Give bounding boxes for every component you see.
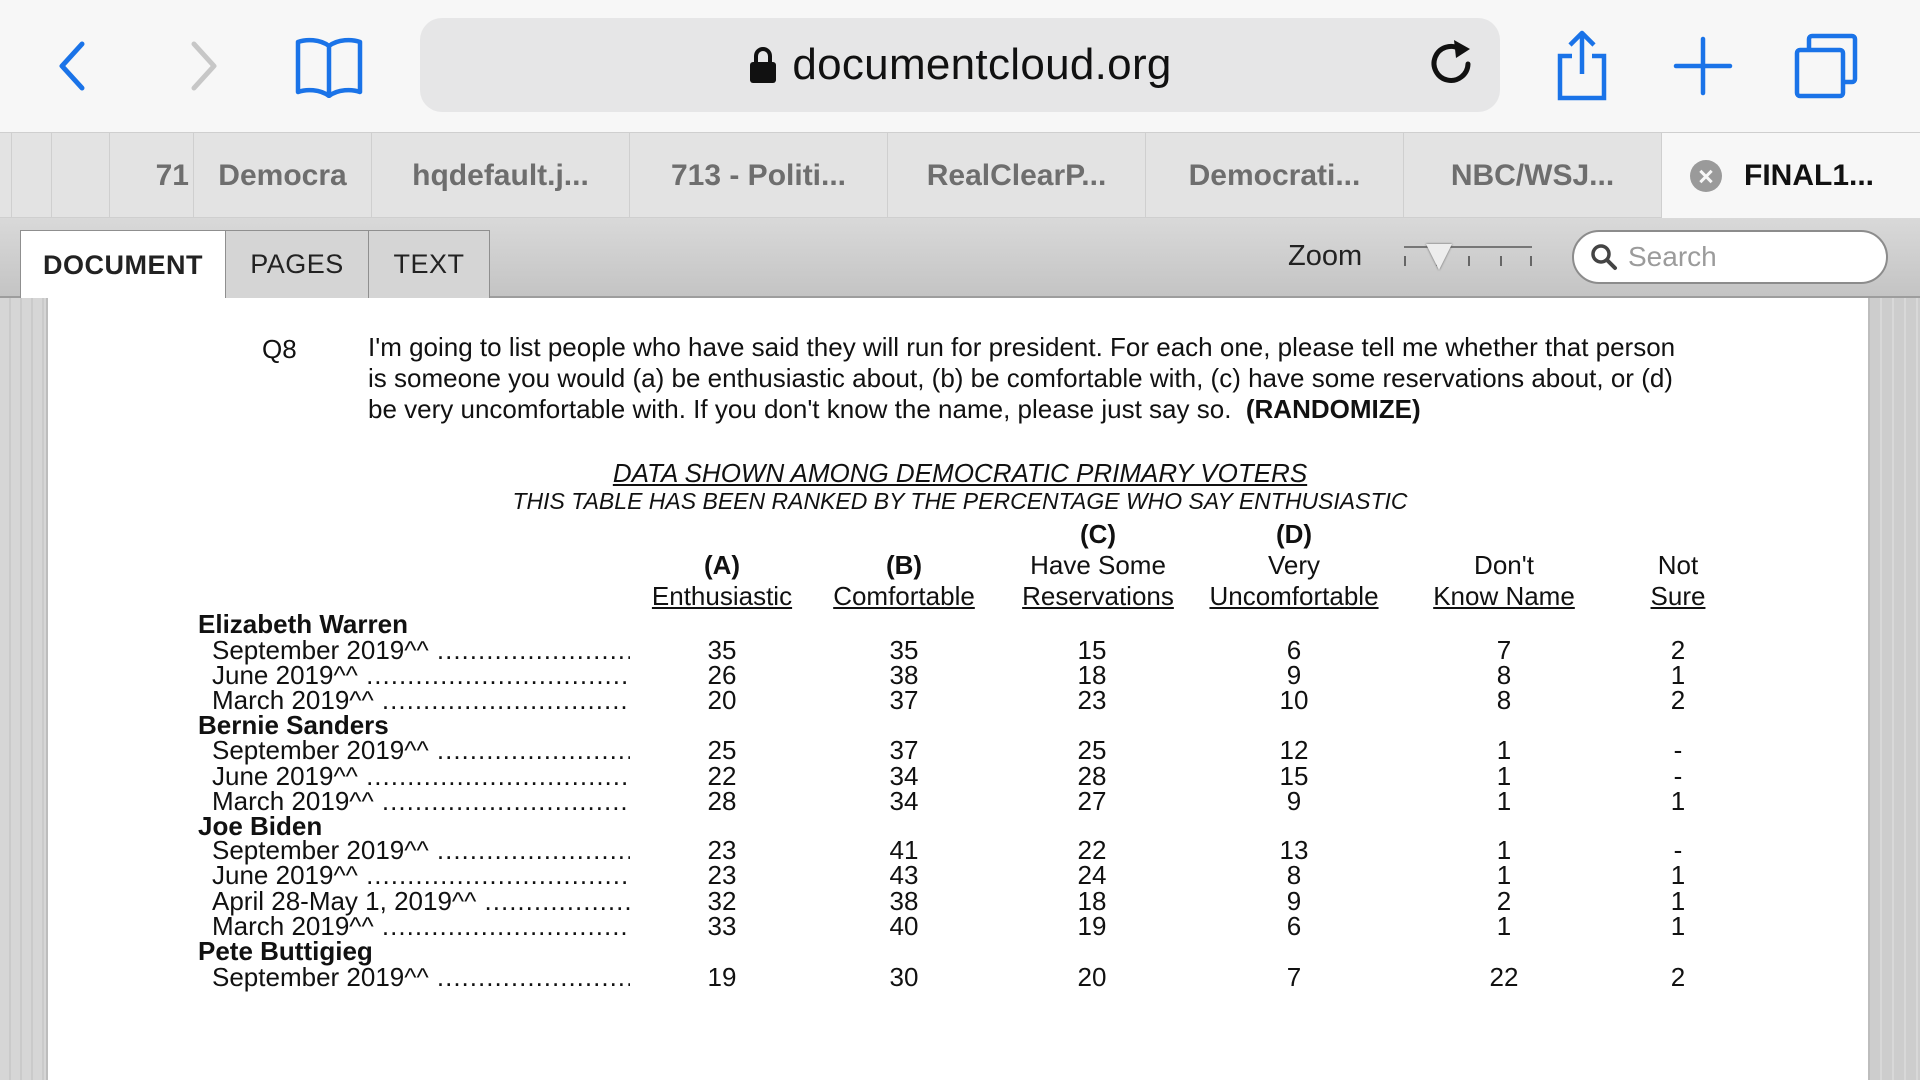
table-cell: 10 <box>1279 685 1309 715</box>
table-cell: 35 <box>889 635 919 665</box>
row-label: September 2019^^ ..... <box>212 735 630 766</box>
book-icon <box>294 34 364 98</box>
tabs-icon <box>1793 32 1861 100</box>
tab-label: RealClearP... <box>926 159 1107 192</box>
tab-label: hqdefault.j... <box>412 159 589 192</box>
table-cell: 19 <box>707 962 737 992</box>
table-cell: 1 <box>1496 835 1512 865</box>
table-cell: 1 <box>1670 660 1686 690</box>
question-body: I'm going to list people who have said they will run for president. For each one, please tell me whether that person is someone you would (a) be enthusiastic about, (b) be comfortable with, (c) have some reservations about, or (d) be very uncomfortable with. If you don't know the name, please just say so. <box>368 332 1676 424</box>
table-cell: 22 <box>1489 962 1519 992</box>
zoom-slider[interactable] <box>1404 244 1532 274</box>
chevron-left-icon <box>56 40 88 92</box>
tab[interactable] <box>110 133 194 219</box>
column-header-comfortable: (B) Comfortable <box>833 550 975 611</box>
tab-pages[interactable]: PAGES <box>225 230 369 298</box>
column-header-reservations: (C) Have Some Reservations <box>1022 519 1174 611</box>
table-heading: DATA SHOWN AMONG DEMOCRATIC PRIMARY VOTERS <box>612 458 1308 488</box>
search-icon <box>1590 243 1618 271</box>
tab[interactable] <box>372 133 630 219</box>
table-cell: 1 <box>1496 786 1512 816</box>
bookmarks-button[interactable] <box>292 26 366 106</box>
table-cell: 1 <box>1670 911 1686 941</box>
table-cell: 2 <box>1670 685 1686 715</box>
table-cell: 34 <box>889 786 919 816</box>
table-cell: 38 <box>889 660 919 690</box>
table-cell: 24 <box>1077 860 1107 890</box>
row-label: September 2019^^ ..... <box>212 962 630 993</box>
table-cell: 20 <box>1077 962 1107 992</box>
row-label: March 2019^^ ..... <box>212 786 630 817</box>
table-cell: 27 <box>1077 786 1107 816</box>
new-tab-button[interactable] <box>1668 26 1738 106</box>
tab-stub[interactable] <box>52 133 110 219</box>
row-label: March 2019^^ ..... <box>212 911 630 942</box>
search-box[interactable] <box>1572 230 1888 284</box>
tab[interactable] <box>1404 133 1662 219</box>
tab-label: NBC/WSJ... <box>1450 159 1615 192</box>
table-cell: 2 <box>1670 962 1686 992</box>
candidate-name: Joe Biden <box>198 811 323 841</box>
column-header-enthusiastic: (A) Enthusiastic <box>651 550 793 611</box>
viewer-header <box>0 218 1920 298</box>
table-cell: 38 <box>889 886 919 916</box>
table-cell: 37 <box>889 735 919 765</box>
table-cell: 7 <box>1496 635 1512 665</box>
table-cell: 1 <box>1496 735 1512 765</box>
reload-button[interactable] <box>1424 36 1478 95</box>
tab-label: Democra <box>218 159 347 192</box>
row-label: March 2019^^ ..... <box>212 685 630 716</box>
table-cell: 1 <box>1670 860 1686 890</box>
table-cell: 8 <box>1286 860 1302 890</box>
tab-label: FINAL1... <box>1744 159 1875 192</box>
lock-icon <box>748 45 778 85</box>
table-cell: - <box>1673 735 1683 765</box>
table-cell: 34 <box>889 761 919 791</box>
row-label: June 2019^^ ..... <box>212 660 630 691</box>
question-text <box>368 332 1688 425</box>
url-text: documentcloud.org <box>792 40 1172 89</box>
table-cell: 15 <box>1279 761 1309 791</box>
row-label: September 2019^^ ..... <box>212 635 630 666</box>
table-cell: 23 <box>707 860 737 890</box>
table-cell: 1 <box>1670 786 1686 816</box>
table-cell: 22 <box>1077 835 1107 865</box>
zoom-label: Zoom <box>1288 240 1363 272</box>
page-stack-edge <box>1870 298 1920 1080</box>
table-cell: 25 <box>707 735 737 765</box>
table-cell: 35 <box>707 635 737 665</box>
table-cell: 37 <box>889 685 919 715</box>
tabs-overview-button[interactable] <box>1790 26 1864 106</box>
tab-strip <box>0 132 1920 218</box>
table-subheading: THIS TABLE HAS BEEN RANKED BY THE PERCENTAGE WHO SAY ENTHUSIASTIC <box>512 488 1408 514</box>
tab-stub[interactable] <box>0 133 12 219</box>
row-label: June 2019^^ ..... <box>212 761 630 792</box>
table-cell: - <box>1673 835 1683 865</box>
table-cell: 25 <box>1077 735 1107 765</box>
table-cell: 9 <box>1286 786 1302 816</box>
column-header-very-uncomfortable: (D) Very Uncomfortable <box>1209 519 1379 611</box>
tab-label: Democrati... <box>1188 159 1361 192</box>
plus-icon <box>1672 35 1734 97</box>
table-cell: 1 <box>1496 911 1512 941</box>
table-cell: 8 <box>1496 685 1512 715</box>
table-cell: 23 <box>707 835 737 865</box>
row-label: September 2019^^ ..... <box>212 835 630 866</box>
candidate-name: Elizabeth Warren <box>198 609 408 639</box>
table-cell: 1 <box>1496 860 1512 890</box>
table-cell: 2 <box>1496 886 1512 916</box>
table-cell: 22 <box>707 761 737 791</box>
table-cell: 9 <box>1286 660 1302 690</box>
reload-icon <box>1424 36 1478 90</box>
table-cell: 9 <box>1286 886 1302 916</box>
table-cell: 12 <box>1279 735 1309 765</box>
forward-button[interactable] <box>180 26 228 106</box>
column-header-not-sure: Not Sure <box>1650 550 1706 611</box>
candidate-name: Bernie Sanders <box>198 710 389 740</box>
row-label: June 2019^^ ..... <box>212 860 630 891</box>
tab[interactable] <box>194 133 372 219</box>
back-button[interactable] <box>48 26 96 106</box>
tab-active[interactable] <box>1662 133 1920 219</box>
tab-label: 71 <box>155 159 189 192</box>
table-cell: 1 <box>1496 761 1512 791</box>
table-cell: 41 <box>889 835 919 865</box>
tab[interactable] <box>630 133 888 219</box>
tab[interactable] <box>888 133 1146 219</box>
table-cell: 6 <box>1286 635 1302 665</box>
question-randomize: (RANDOMIZE) <box>1245 394 1421 424</box>
table-cell: 20 <box>707 685 737 715</box>
table-cell: 1 <box>1670 886 1686 916</box>
table-cell: 33 <box>707 911 737 941</box>
table-cell: 8 <box>1496 660 1512 690</box>
table-cell: 2 <box>1670 635 1686 665</box>
zoom-slider-handle[interactable] <box>1426 244 1452 270</box>
table-cell: 28 <box>707 786 737 816</box>
browser-toolbar <box>0 0 1920 132</box>
table-cell: 26 <box>707 660 737 690</box>
table-cell: 40 <box>889 911 919 941</box>
table-cell: 18 <box>1077 886 1107 916</box>
table-cell: 23 <box>1077 685 1107 715</box>
table-cell: 28 <box>1077 761 1107 791</box>
table-cell: 18 <box>1077 660 1107 690</box>
share-button[interactable] <box>1552 26 1612 106</box>
table-cell: 43 <box>889 860 919 890</box>
table-cell: 30 <box>889 962 919 992</box>
table-cell: 6 <box>1286 911 1302 941</box>
candidate-name: Pete Buttigieg <box>198 936 373 966</box>
document-page <box>46 298 1870 1080</box>
column-header-dont-know: Don't Know Name <box>1433 550 1575 611</box>
question-label: Q8 <box>262 334 297 364</box>
tab-stub[interactable] <box>12 133 52 219</box>
tab-label: 713 - Politi... <box>670 159 847 192</box>
tab[interactable] <box>1146 133 1404 219</box>
tab-document[interactable]: DOCUMENT <box>20 230 226 300</box>
address-bar[interactable] <box>420 18 1500 112</box>
table-cell: 32 <box>707 886 737 916</box>
page-stack-edge <box>0 298 46 1080</box>
table-cell: 7 <box>1286 962 1302 992</box>
row-label: April 28-May 1, 2019^^ ..... <box>212 886 630 917</box>
table-cell: 15 <box>1077 635 1107 665</box>
table-cell: 13 <box>1279 835 1309 865</box>
share-icon <box>1554 30 1610 102</box>
table-cell: - <box>1673 761 1683 791</box>
chevron-right-icon <box>188 40 220 92</box>
document-viewport[interactable] <box>0 298 1920 1080</box>
tab-text[interactable]: TEXT <box>368 230 490 298</box>
search-input[interactable] <box>1628 241 1868 273</box>
table-cell: 19 <box>1077 911 1107 941</box>
close-tab-icon[interactable] <box>1690 160 1722 192</box>
